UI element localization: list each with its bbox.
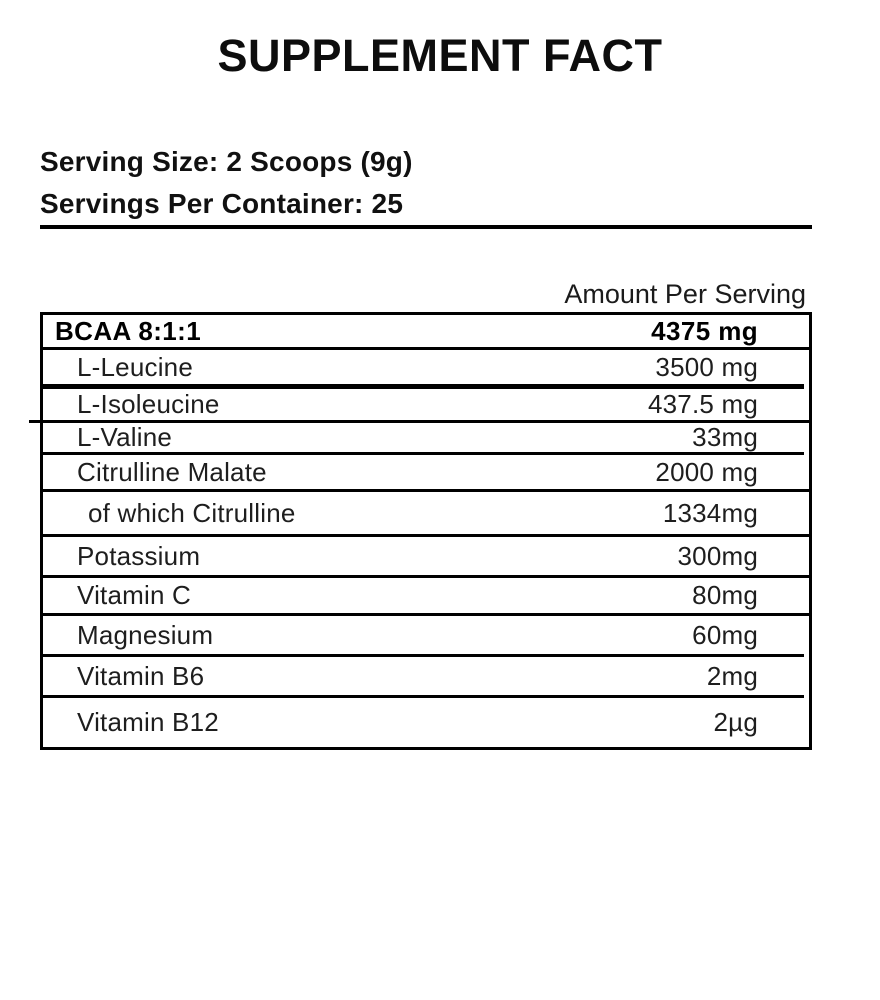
supplement-table bbox=[40, 312, 812, 750]
table-row bbox=[43, 350, 809, 389]
row-amount: 437.5 mg bbox=[647, 389, 758, 419]
table-row bbox=[43, 537, 809, 578]
row-amount: 1334mg bbox=[662, 497, 758, 528]
row-amount: 80mg bbox=[692, 580, 758, 610]
row-name: Vitamin C bbox=[77, 580, 192, 610]
row-name: Potassium bbox=[77, 540, 201, 571]
row-name: Vitamin B6 bbox=[77, 660, 205, 691]
row-name: L-Leucine bbox=[77, 351, 193, 382]
table-row bbox=[43, 423, 809, 455]
table-row bbox=[43, 389, 809, 423]
row-name: Magnesium bbox=[77, 619, 214, 650]
row-name: Citrulline Malate bbox=[77, 456, 267, 487]
page-title: SUPPLEMENT FACT bbox=[217, 30, 663, 81]
row-amount: 2µg bbox=[713, 707, 758, 737]
row-name: L-Isoleucine bbox=[77, 389, 220, 419]
divider-rule bbox=[40, 225, 812, 229]
row-amount: 2000 mg bbox=[655, 456, 758, 487]
table-row bbox=[43, 698, 809, 747]
row-name: BCAA 8:1:1 bbox=[55, 315, 202, 346]
row-amount: 33mg bbox=[692, 422, 758, 452]
table-row bbox=[43, 657, 809, 698]
serving-size-line: Serving Size: 2 Scoops (9g) bbox=[40, 146, 413, 177]
row-amount: 4375 mg bbox=[651, 315, 758, 346]
table-row bbox=[43, 315, 809, 350]
table-row bbox=[43, 578, 809, 616]
table-row bbox=[43, 492, 809, 537]
row-name: L-Valine bbox=[77, 422, 173, 452]
row-name: Vitamin B12 bbox=[77, 707, 219, 737]
amount-per-serving-header: Amount Per Serving bbox=[564, 279, 806, 309]
servings-per-container-line: Servings Per Container: 25 bbox=[40, 188, 404, 219]
serving-info bbox=[40, 141, 413, 225]
row-name: of which Citrulline bbox=[88, 497, 296, 528]
row-amount: 300mg bbox=[677, 540, 758, 571]
table-row bbox=[43, 616, 809, 657]
table-row bbox=[43, 455, 809, 492]
row-amount: 60mg bbox=[692, 619, 758, 650]
row-amount: 3500 mg bbox=[655, 351, 758, 382]
row-amount: 2mg bbox=[706, 660, 758, 691]
